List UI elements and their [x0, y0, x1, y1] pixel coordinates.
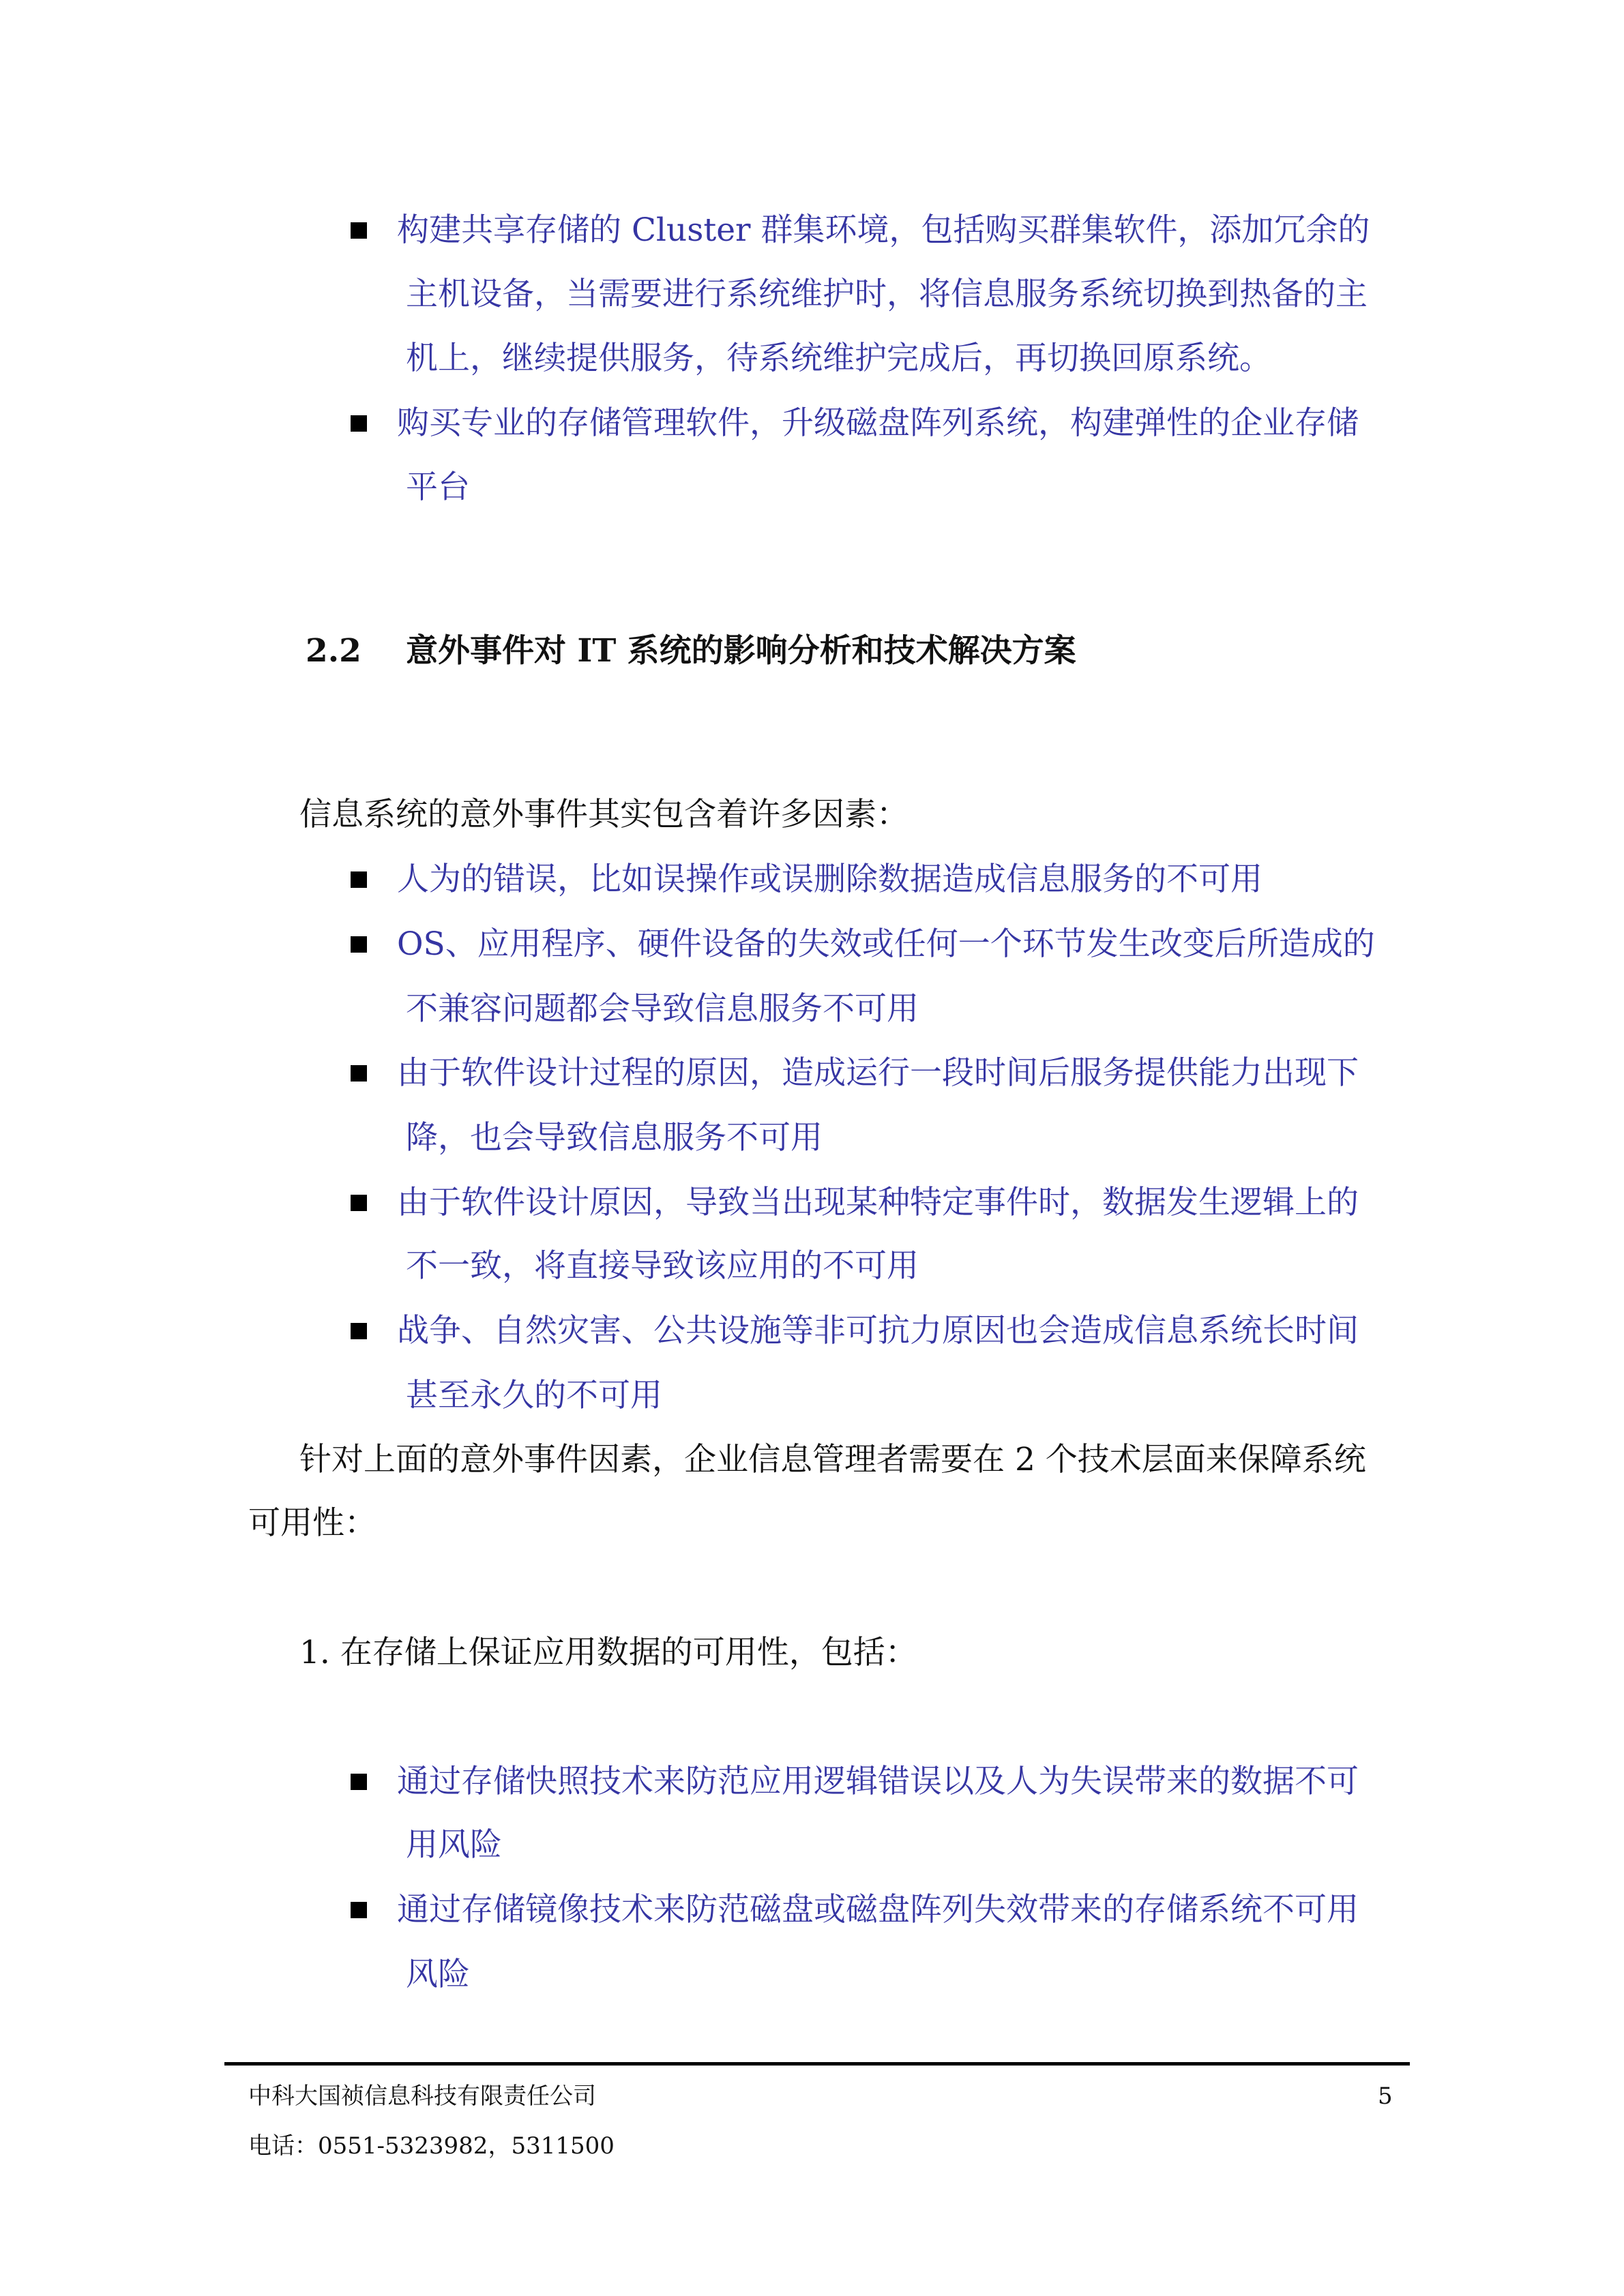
bullet-text-line: 风险 — [406, 1956, 470, 1993]
bullet-square-icon — [351, 1065, 367, 1082]
bullet-text-line: 机上，继续提供服务，待系统维护完成后，再切换回原系统。 — [406, 340, 1271, 377]
bullet-text-line: 不兼容问题都会导致信息服务不可用 — [406, 990, 919, 1028]
footer-divider — [224, 2062, 1410, 2066]
section-title: 意外事件对 IT 系统的影响分析和技术解决方案 — [406, 632, 1076, 670]
bullet-text-line: 平台 — [406, 468, 470, 506]
bullet-text-line: OS、应用程序、硬件设备的失效或任何一个环节发生改变后所造成的 — [397, 925, 1375, 963]
bullet-text-line: 用风险 — [406, 1826, 502, 1864]
bullet-text-line: 购买专业的存储管理软件，升级磁盘阵列系统，构建弹性的企业存储 — [397, 404, 1359, 442]
intro-paragraph: 信息系统的意外事件其实包含着许多因素： — [299, 796, 909, 833]
page-number: 5 — [1378, 2083, 1393, 2110]
bullet-square-icon — [351, 871, 367, 888]
bullet-square-icon — [351, 1323, 367, 1339]
bullet-text-line: 降，也会导致信息服务不可用 — [406, 1119, 823, 1157]
bullet-square-icon — [351, 1774, 367, 1790]
footer-phone: 电话：0551-5323982，5311500 — [248, 2132, 615, 2160]
bullet-square-icon — [351, 415, 367, 432]
bullet-text-line: 战争、自然灾害、公共设施等非可抗力原因也会造成信息系统长时间 — [397, 1312, 1359, 1350]
bullet-text-line: 人为的错误，比如误操作或误删除数据造成信息服务的不可用 — [397, 861, 1263, 898]
footer-company: 中科大国祯信息科技有限责任公司 — [248, 2083, 596, 2110]
bullet-text-line: 通过存储快照技术来防范应用逻辑错误以及人为失误带来的数据不可 — [397, 1763, 1359, 1800]
bullet-text-line: 不一致，将直接导致该应用的不可用 — [406, 1247, 919, 1285]
section-number: 2.2 — [306, 632, 361, 670]
bullet-text-line: 主机设备，当需要进行系统维护时，将信息服务系统切换到热备的主 — [406, 275, 1368, 313]
bullet-square-icon — [351, 936, 367, 953]
bullet-text-line: 由于软件设计过程的原因，造成运行一段时间后服务提供能力出现下 — [397, 1054, 1359, 1092]
bullet-square-icon — [351, 1902, 367, 1918]
bullet-text-line: 甚至永久的不可用 — [406, 1377, 662, 1414]
bullet-text-line: 构建共享存储的 Cluster 群集环境，包括购买群集软件，添加冗余的 — [397, 211, 1370, 249]
summary-line: 针对上面的意外事件因素，企业信息管理者需要在 2 个技术层面来保障系统 — [299, 1441, 1366, 1478]
summary-line: 可用性： — [248, 1504, 377, 1542]
bullet-square-icon — [351, 222, 367, 239]
bullet-text-line: 通过存储镜像技术来防范磁盘或磁盘阵列失效带来的存储系统不可用 — [397, 1891, 1359, 1928]
numbered-item: 1. 在存储上保证应用数据的可用性，包括： — [299, 1634, 917, 1671]
bullet-square-icon — [351, 1195, 367, 1211]
bullet-text-line: 由于软件设计原因，导致当出现某种特定事件时，数据发生逻辑上的 — [397, 1184, 1359, 1221]
